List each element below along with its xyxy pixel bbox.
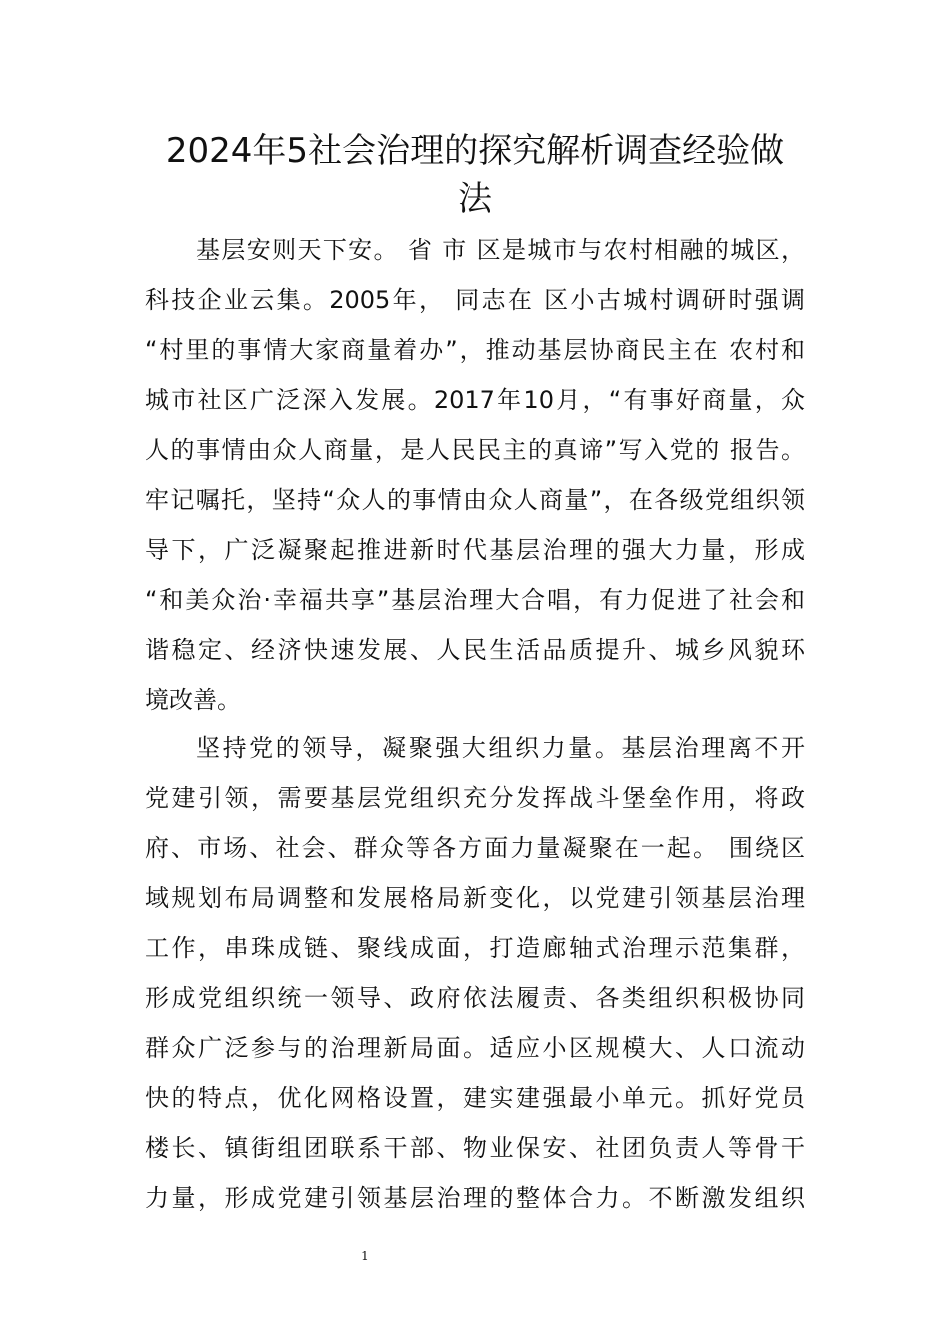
paragraph-line: 境改善。 <box>145 686 241 714</box>
paragraph-line: 快的特点，优化网格设置，建实建强最小单元。抓好党员 <box>145 1084 805 1112</box>
paragraph-line: 楼长、镇街组团联系干部、物业保安、社团负责人等骨干 <box>145 1134 805 1162</box>
title-line: 法 <box>458 179 492 219</box>
paragraph-line: “村里的事情大家商量着办”，推动基层协商民主在 农村和 <box>145 336 805 364</box>
paragraph-line: 党建引领，需要基层党组织充分发挥战斗堡垒作用，将政 <box>145 784 805 812</box>
paragraph-line: 形成党组织统一领导、政府依法履责、各类组织积极协同 <box>145 984 805 1012</box>
paragraph-line: 工作，串珠成链、聚线成面，打造廊轴式治理示范集群， <box>145 934 805 962</box>
paragraph-line: “和美众治·幸福共享”基层治理大合唱，有力促进了社会和 <box>145 586 805 614</box>
paragraph-line: 力量，形成党建引领基层治理的整体合力。不断激发组织 <box>145 1184 805 1212</box>
paragraph-line: 科技企业云集。2005年， 同志在 区小古城村调研时强调 <box>145 286 805 314</box>
paragraph-line: 群众广泛参与的治理新局面。适应小区规模大、人口流动 <box>145 1034 805 1062</box>
paragraph-line: 府、市场、社会、群众等各方面力量凝聚在一起。 围绕区 <box>145 834 805 862</box>
paragraph-line: 牢记嘱托，坚持“众人的事情由众人商量”，在各级党组织领 <box>145 486 805 514</box>
title-line: 2024年5社会治理的探究解析调查经验做 <box>165 131 785 171</box>
paragraph-line: 人的事情由众人商量，是人民民主的真谛”写入党的 报告。 <box>145 436 805 464</box>
document-title <box>130 127 820 223</box>
paragraph-line: 导下，广泛凝聚起推进新时代基层治理的强大力量，形成 <box>145 536 805 564</box>
paragraph-line: 基层安则天下安。 省 市 区是城市与农村相融的城区， <box>196 236 805 264</box>
page-number: 1 <box>361 1249 369 1263</box>
paragraph-line: 城市社区广泛深入发展。2017年10月，“有事好商量，众 <box>145 386 805 414</box>
paragraph-line: 谐稳定、经济快速发展、人民生活品质提升、城乡风貌环 <box>145 636 805 664</box>
paragraph-line: 坚持党的领导，凝聚强大组织力量。基层治理离不开 <box>196 734 805 762</box>
paragraph-line: 域规划布局调整和发展格局新变化，以党建引领基层治理 <box>145 884 805 912</box>
